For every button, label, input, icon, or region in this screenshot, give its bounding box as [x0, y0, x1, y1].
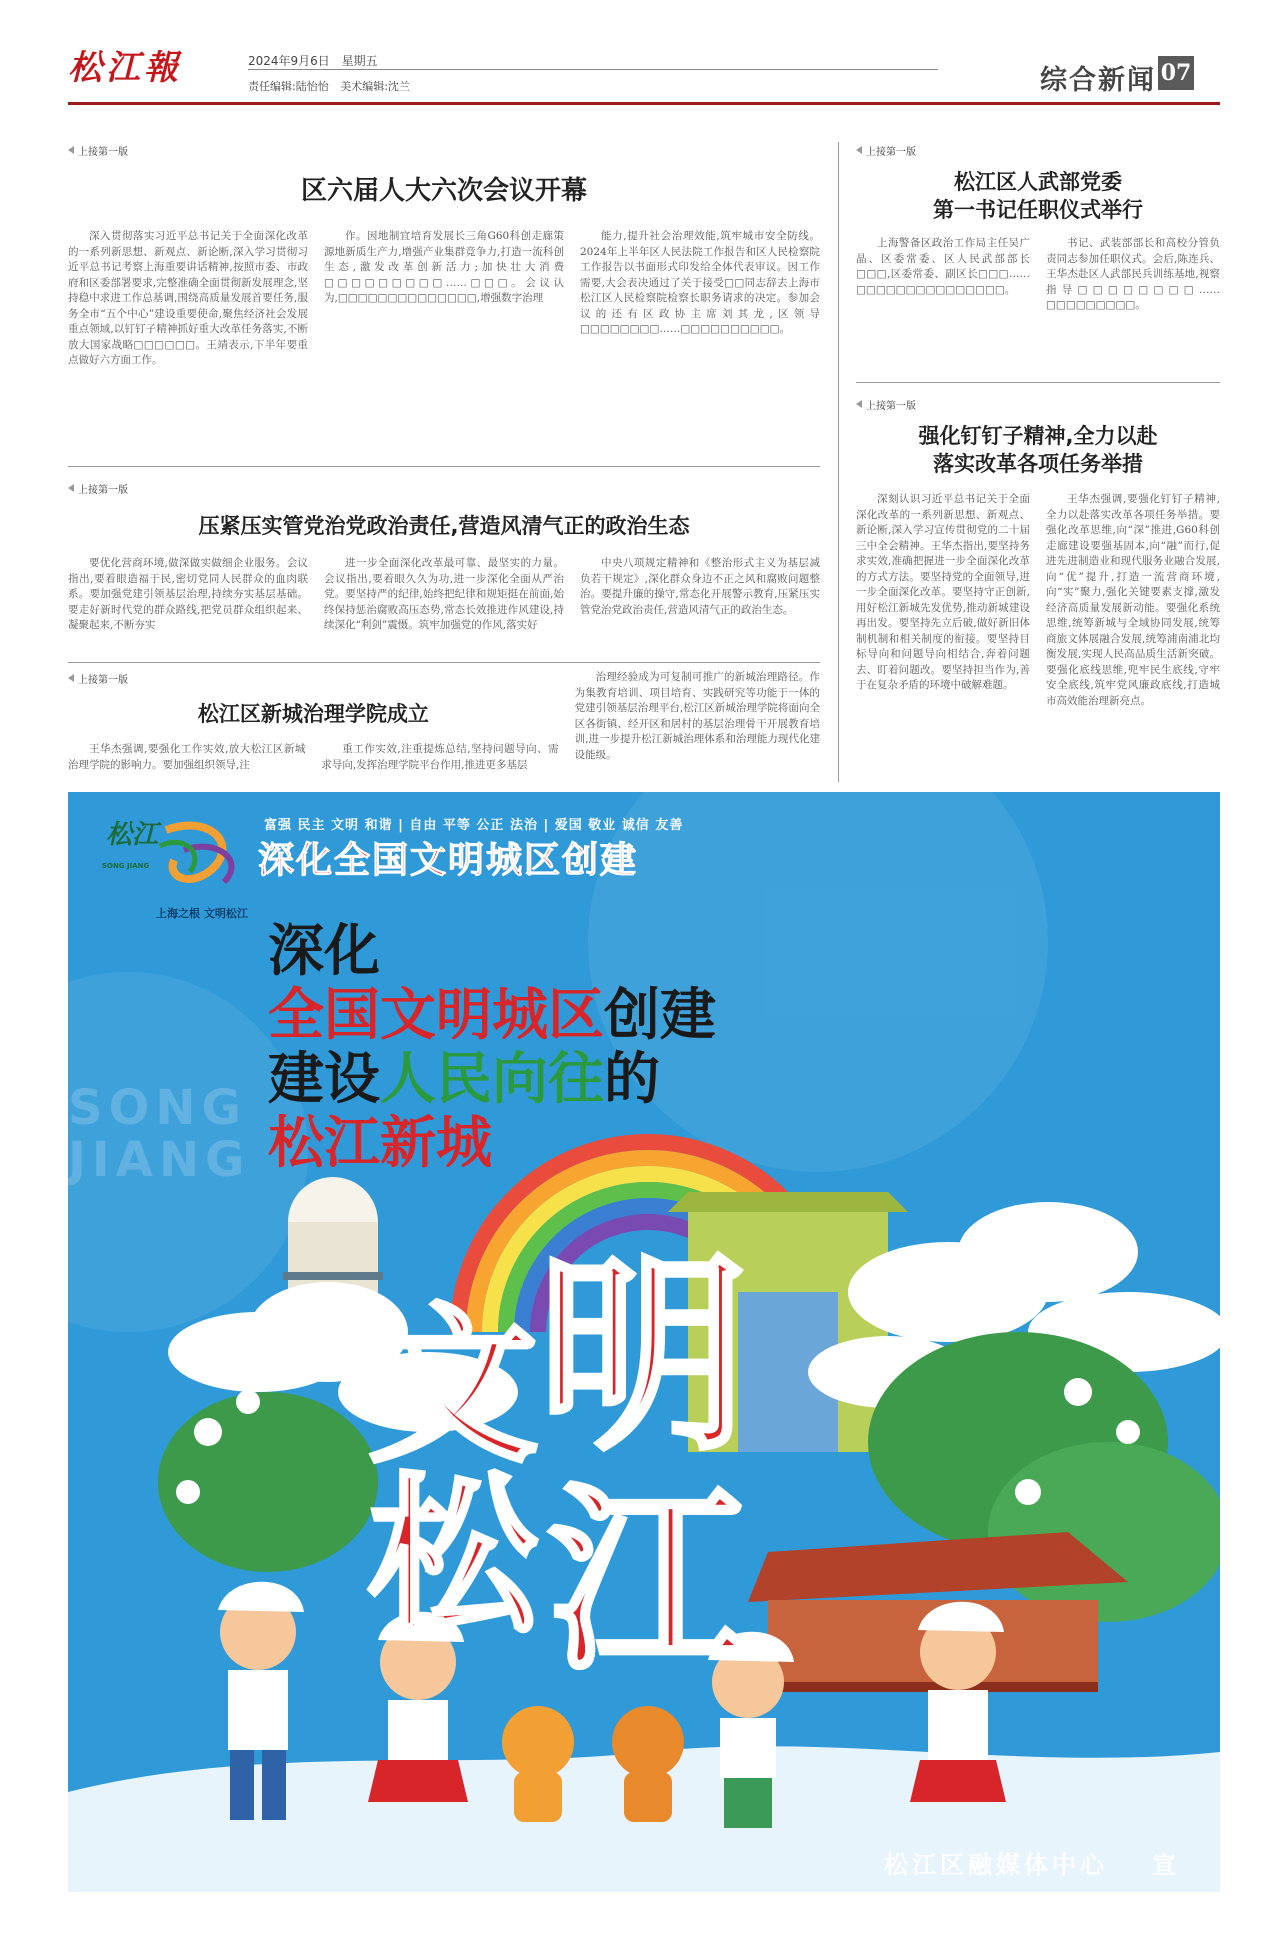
- section-divider: [68, 662, 820, 663]
- page-number: 07: [1158, 56, 1194, 90]
- watermark-text: SONG JIANG: [68, 1080, 251, 1188]
- article-headline: 区六届人大六次会议开幕: [300, 176, 587, 206]
- article-headline: 松江区人武部党委 第一书记任职仪式举行: [933, 170, 1143, 222]
- article-column: 要优化营商环境,做深做实做细企业服务。会议指出,要着眼造福于民,密切党同人民群众的血肉联系。要加强党建引领基层治理,持续夯实基层基础。要走好新时代党的群众路线,把党员群众组织起来、凝聚起来,不断夯实: [68, 557, 308, 631]
- big-char-wen: 文: [368, 1288, 539, 1486]
- arrow-left-icon: [68, 146, 74, 154]
- article-armed-forces: [856, 142, 1220, 374]
- big-char-jiang: 江: [548, 1465, 749, 1698]
- masthead-divider: [248, 69, 938, 70]
- issue-date: 2024年9月6日: [248, 54, 330, 68]
- article-column: 深入贯彻落实习近平总书记关于全面深化改革的一系列新思想、新观点、新论断,深入学习贯彻习近平总书记考察上海重要讲话精神,按照市委、市政府和区委部署要求,完整准确全面贯彻新发展理念,坚持稳中求进工作总基调,围绕高质量发展首要任务,服务全市“五个中心”建设重要使命,聚焦经济社会发展重点领域,以钉钉子精神抓好重大改革任务落实,不断放大国家战略□□□□□□。王靖表示,下半年要重点做好六方面工作。: [68, 230, 308, 366]
- article-column: 进一步全面深化改革最可靠、最坚实的力量。会议指出,要着眼久久为功,进一步深化全面从严治党。要坚持严的纪律,始终把纪律和规矩挺在前面,始终保持惩治腐败高压态势,常态长效推进作风建设,持续深化“利剑”震慑。筑牢加强党的作风,落实好: [324, 557, 564, 631]
- article-column: 书记、武装部部长和高校分管负责同志参加任职仪式。会后,陈连兵、王华杰赴区人武部民兵训练基地,视察指导□□□□□□□□……□□□□□□□□□。: [1046, 237, 1220, 311]
- arrow-left-icon: [856, 146, 862, 154]
- masthead-rule: [68, 102, 1220, 105]
- issue-weekday: 星期五: [341, 54, 378, 68]
- article-column: 王华杰强调,要强化工作实效,放大松江区新城治理学院的影响力。要加强组织领导,注: [68, 743, 306, 771]
- article-column: 能力,提升社会治理效能,筑牢城市安全防线。2024年上半年区人民法院工作报告和区人民检察院工作报告以书面形式印发给全体代表审议。因工作需要,大会表决通过了关于接受□□同志辞去上海市松江区人民检察院检察长职务请求的决定。参加会议的还有区政协主席刘其龙,区领导□□□□□□□□……□□□□□□□□□□。: [580, 230, 820, 335]
- big-char-ming: 明: [538, 1234, 749, 1479]
- article-column: 治理经验成为可复制可推广的新城治理路径。作为集教育培训、项目培育、实践研究等功能于一体的党建引领基层治理平台,松江区新城治理学院将面向全区各街镇、经开区和居村的基层治理骨干开展教育培训,进一步提升松江新城治理体系和治理能力现代化建设能级。: [574, 671, 820, 761]
- article-headline: 压紧压实管党治党政治责任,营造风清气正的政治生态: [198, 514, 690, 538]
- section-divider: [856, 382, 1220, 383]
- continued-tag: 上接第一版: [856, 396, 1220, 412]
- arrow-left-icon: [68, 674, 74, 682]
- arrow-left-icon: [68, 484, 74, 492]
- article-column: 深刻认识习近平总书记关于全面深化改革的一系列新思想、新观点、新论断,深入学习宣传贯彻党的二十届三中全会精神。王华杰指出,要坚持务求实效,准确把握进一步全面深化改革的方式方法。要坚持党的全面领导,进一步全面深化改革。要坚持守正创新,用好松江新城先发优势,推动新城建设再出发。要坚持先立后破,做好新旧体制机制和相关制度的衔接。要坚持目标导向和问题导向相结合,奔着问题去、盯着问题改。要坚持担当作为,善于在复杂矛盾的环境中破解难题。: [856, 493, 1030, 691]
- big-char-song: 松: [368, 1458, 539, 1656]
- newspaper-logo: 松江報: [68, 48, 182, 88]
- continued-tag: 上接第一版: [68, 670, 559, 686]
- article-headline: 强化钉钉子精神,全力以赴 落实改革各项任务举措: [918, 424, 1158, 476]
- poster-credit: 松江区融媒体中心: [884, 1851, 1108, 1879]
- article-column: 作。因地制宜培育发展长三角G60科创走廊策源地新质生产力,增强产业集群竞争力,打造一流科创生态,激发改革创新活力;加快壮大消费□□□□□□□□□……□□□。会议认为,□□□□□□□□□□□□□□,增强数字治理: [324, 230, 564, 304]
- column-divider: [838, 142, 839, 782]
- section-divider: [68, 466, 820, 467]
- poster-credit-suffix: 宣: [1152, 1851, 1176, 1879]
- article-reform: [856, 396, 1220, 786]
- logo-pinyin: SONG JIANG: [102, 862, 150, 870]
- masthead: [68, 38, 1220, 104]
- article-column: 王华杰强调,要强化钉钉子精神,全力以赴落实改革各项任务举措。要强化改革思维,向“深”推进,G60科创走廊建设要强基固本,向“融”而行,促进先进制造业和现代服务业融合发展,向“优”提升,打造一流营商环境,向“实”聚力,强化关键要素支撑,激发经济高质量发展新动能。要强化系统思维,统筹新城与全域协同发展,统筹商旅文体展融合发展,统筹浦南浦北均衡发展,实现人民高品质生活新突破。要强化底线思维,兜牢民生底线,守牢安全底线,筑牢党风廉政底线,打造城市高效能治理新亮点。: [1046, 493, 1220, 707]
- issue-info: [248, 52, 386, 69]
- article-party-governance: [68, 480, 820, 656]
- logo-text: 松江: [106, 820, 159, 850]
- section-title: 综合新闻: [1040, 65, 1156, 96]
- art-editor: 美术编辑:沈兰: [340, 80, 410, 93]
- logo-slogan: 上海之根 文明松江: [156, 907, 248, 920]
- article-column: 重工作实效,注重提炼总结,坚持问题导向、需求导向,发挥治理学院平台作用,推进更多基层: [321, 743, 559, 771]
- article-column: 上海警备区政治工作局主任吴广晶、区委常委、区人民武部部长□□□,区委常委、副区长□□□……□□□□□□□□□□□□□□□。: [856, 237, 1030, 296]
- core-values-line: 富强 民主 文明 和谐 | 自由 平等 公正 法治 | 爱国 敬业 诚信 友善: [264, 818, 684, 833]
- continued-tag: 上接第一版: [68, 480, 820, 496]
- article-academy: [68, 670, 820, 786]
- campaign-title: 深化全国文明城区创建: [258, 840, 639, 881]
- article-headline: 松江区新城治理学院成立: [197, 702, 429, 726]
- continued-tag: 上接第一版: [856, 142, 1220, 158]
- editor-info: [248, 78, 418, 94]
- responsible-editor: 责任编辑:陆怡怡: [248, 80, 329, 93]
- article-column: 中央八项规定精神和《整治形式主义为基层减负若干规定》,深化群众身边不正之风和腐败问题整治。要提升廉的操守,常态化开展警示教育,压紧压实管党治党政治责任,营造风清气正的政治生态。: [580, 557, 820, 616]
- continued-tag: 上接第一版: [68, 142, 820, 158]
- civilization-poster: [68, 792, 1220, 1892]
- article-congress: [68, 142, 820, 460]
- poster-headline: 深化 全国文明城区创建 建设人民向往的 松江新城: [268, 919, 716, 1176]
- arrow-left-icon: [856, 400, 862, 408]
